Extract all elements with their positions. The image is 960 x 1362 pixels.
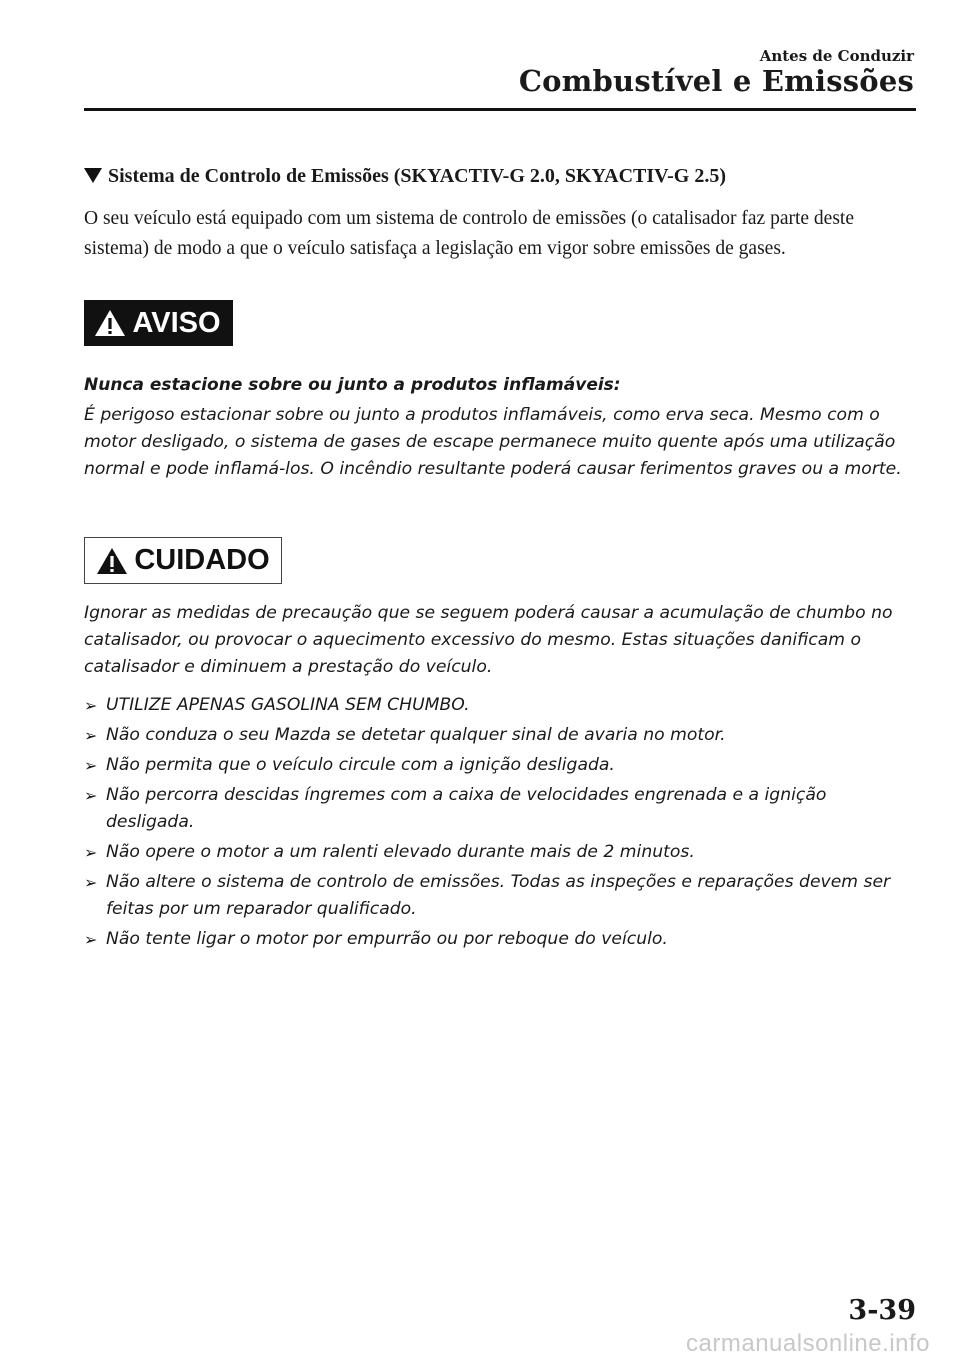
list-item: ➢ Não percorra descidas íngremes com a caixa de velocidades engrenada e a ignição desligada. [84, 782, 914, 836]
warning-badge-label: AVISO [132, 306, 221, 339]
list-item: ➢ Não permita que o veículo circule com a ignição desligada. [84, 752, 914, 779]
arrow-right-icon: ➢ [84, 756, 98, 775]
list-item: ➢ UTILIZE APENAS GASOLINA SEM CHUMBO. [84, 692, 914, 719]
arrow-right-icon: ➢ [84, 696, 98, 715]
warning-badge [84, 300, 233, 346]
warning-title: Nunca estacione sobre ou junto a produtos inflamáveis: [84, 375, 621, 395]
arrow-right-icon: ➢ [84, 930, 98, 949]
list-item: ➢ Não altere o sistema de controlo de emissões. Todas as inspeções e reparações devem ser feitas por um reparador qualificado. [84, 869, 914, 923]
caution-badge-label: CUIDADO [134, 544, 270, 576]
arrow-right-icon: ➢ [84, 726, 98, 745]
header-section-title: Antes de Conduzir [759, 47, 914, 65]
header-divider [84, 108, 916, 111]
page-number: 3-39 [848, 1295, 916, 1326]
arrow-right-icon: ➢ [84, 843, 98, 862]
warning-triangle-icon [96, 547, 128, 575]
section-heading [84, 165, 726, 188]
warning-text: É perigoso estacionar sobre ou junto a produtos inflamáveis, como erva seca. Mesmo com o motor desligado, o sistema de gases de escape permanece muito quente após uma utilização normal e pode inflamá-los. O incêndio resultante poderá causar ferimentos graves ou a morte. [84, 405, 902, 479]
arrow-right-icon: ➢ [84, 786, 98, 805]
caution-text: Ignorar as medidas de precaução que se seguem poderá causar a acumulação de chumbo no catalisador, ou provocar o aquecimento excessivo do mesmo. Estas situações danificam o catalisador e diminuem a prestação do veículo. [84, 603, 893, 677]
section-intro: O seu veículo está equipado com um sistema de controlo de emissões (o catalisador faz parte deste sistema) de modo a que o veículo satisfaça a legislação em vigor sobre emissões de gases. [84, 208, 854, 259]
list-item: ➢ Não conduza o seu Mazda se detetar qualquer sinal de avaria no motor. [84, 722, 914, 749]
warning-triangle-icon [94, 309, 126, 337]
section-title-text: Sistema de Controlo de Emissões (SKYACTIV-G 2.0, SKYACTIV-G 2.5) [108, 165, 727, 187]
triangle-down-icon [84, 168, 102, 183]
list-item: ➢ Não opere o motor a um ralenti elevado durante mais de 2 minutos. [84, 839, 914, 866]
caution-badge [84, 537, 282, 584]
arrow-right-icon: ➢ [84, 873, 98, 892]
watermark: carmanualsonline.info [686, 1330, 930, 1357]
caution-bullet-list [84, 692, 914, 956]
list-item: ➢ Não tente ligar o motor por empurrão ou por reboque do veículo. [84, 926, 914, 953]
header-chapter-title: Combustível e Emissões [518, 64, 914, 98]
